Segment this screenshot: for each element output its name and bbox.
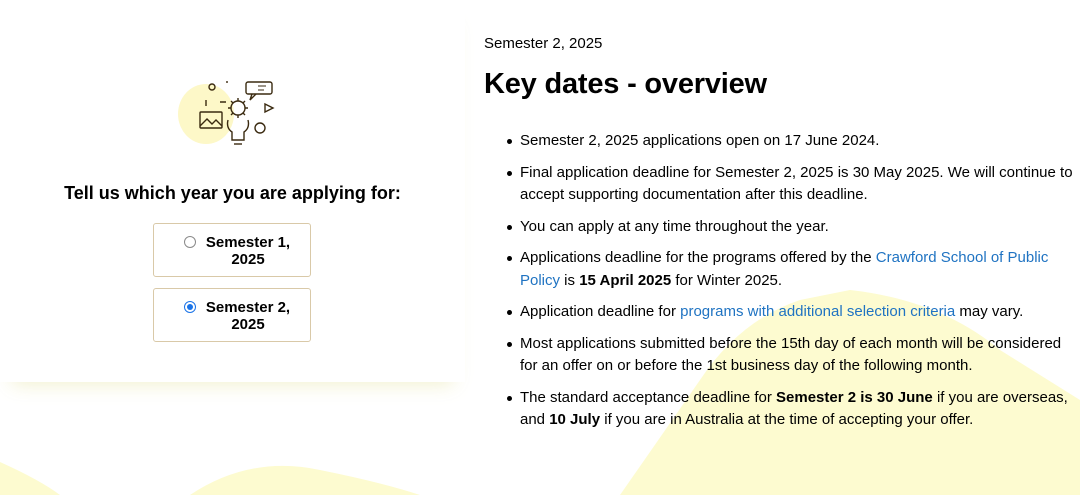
crawford-school-link[interactable]: Crawford School of Public Policy	[520, 249, 1049, 289]
list-item: Application deadline for programs with additional selection criteria may vary.	[520, 301, 1074, 323]
semester-eyebrow: Semester 2, 2025	[484, 35, 603, 52]
semester-1-label[interactable]: Semester 1, 2025	[205, 234, 291, 268]
semester-1-2025-option[interactable]	[153, 223, 311, 277]
semester-2-label[interactable]: Semester 2, 2025	[205, 299, 291, 333]
list-item: Semester 2, 2025 applications open on 17 June 2024.	[520, 130, 1074, 152]
semester-2-radio[interactable]	[184, 301, 196, 313]
page-title: Key dates - overview	[484, 68, 767, 100]
list-item: The standard acceptance deadline for Semester 2 is 30 June if you are overseas, and 10 July if you are in Australia at the time of accepting your offer.	[520, 387, 1074, 432]
key-dates-list	[484, 130, 1074, 441]
year-selector-panel	[0, 0, 465, 382]
additional-criteria-link[interactable]: programs with additional selection criteria	[680, 303, 956, 321]
semester-1-radio[interactable]	[184, 236, 196, 248]
list-item: You can apply at any time throughout the year.	[520, 216, 1074, 238]
apply-year-heading: Tell us which year you are applying for:	[64, 183, 401, 203]
semester-2-2025-option[interactable]	[153, 288, 311, 342]
ideas-illustration-icon	[176, 76, 280, 152]
list-item: Most applications submitted before the 15th day of each month will be considered for an offer on or before the 1st business day of the following month.	[520, 333, 1074, 378]
list-item: Applications deadline for the programs offered by the Crawford School of Public Policy is 15 April 2025 for Winter 2025.	[520, 247, 1074, 292]
list-item: Final application deadline for Semester 2, 2025 is 30 May 2025. We will continue to accept supporting documentation after this deadline.	[520, 162, 1074, 207]
